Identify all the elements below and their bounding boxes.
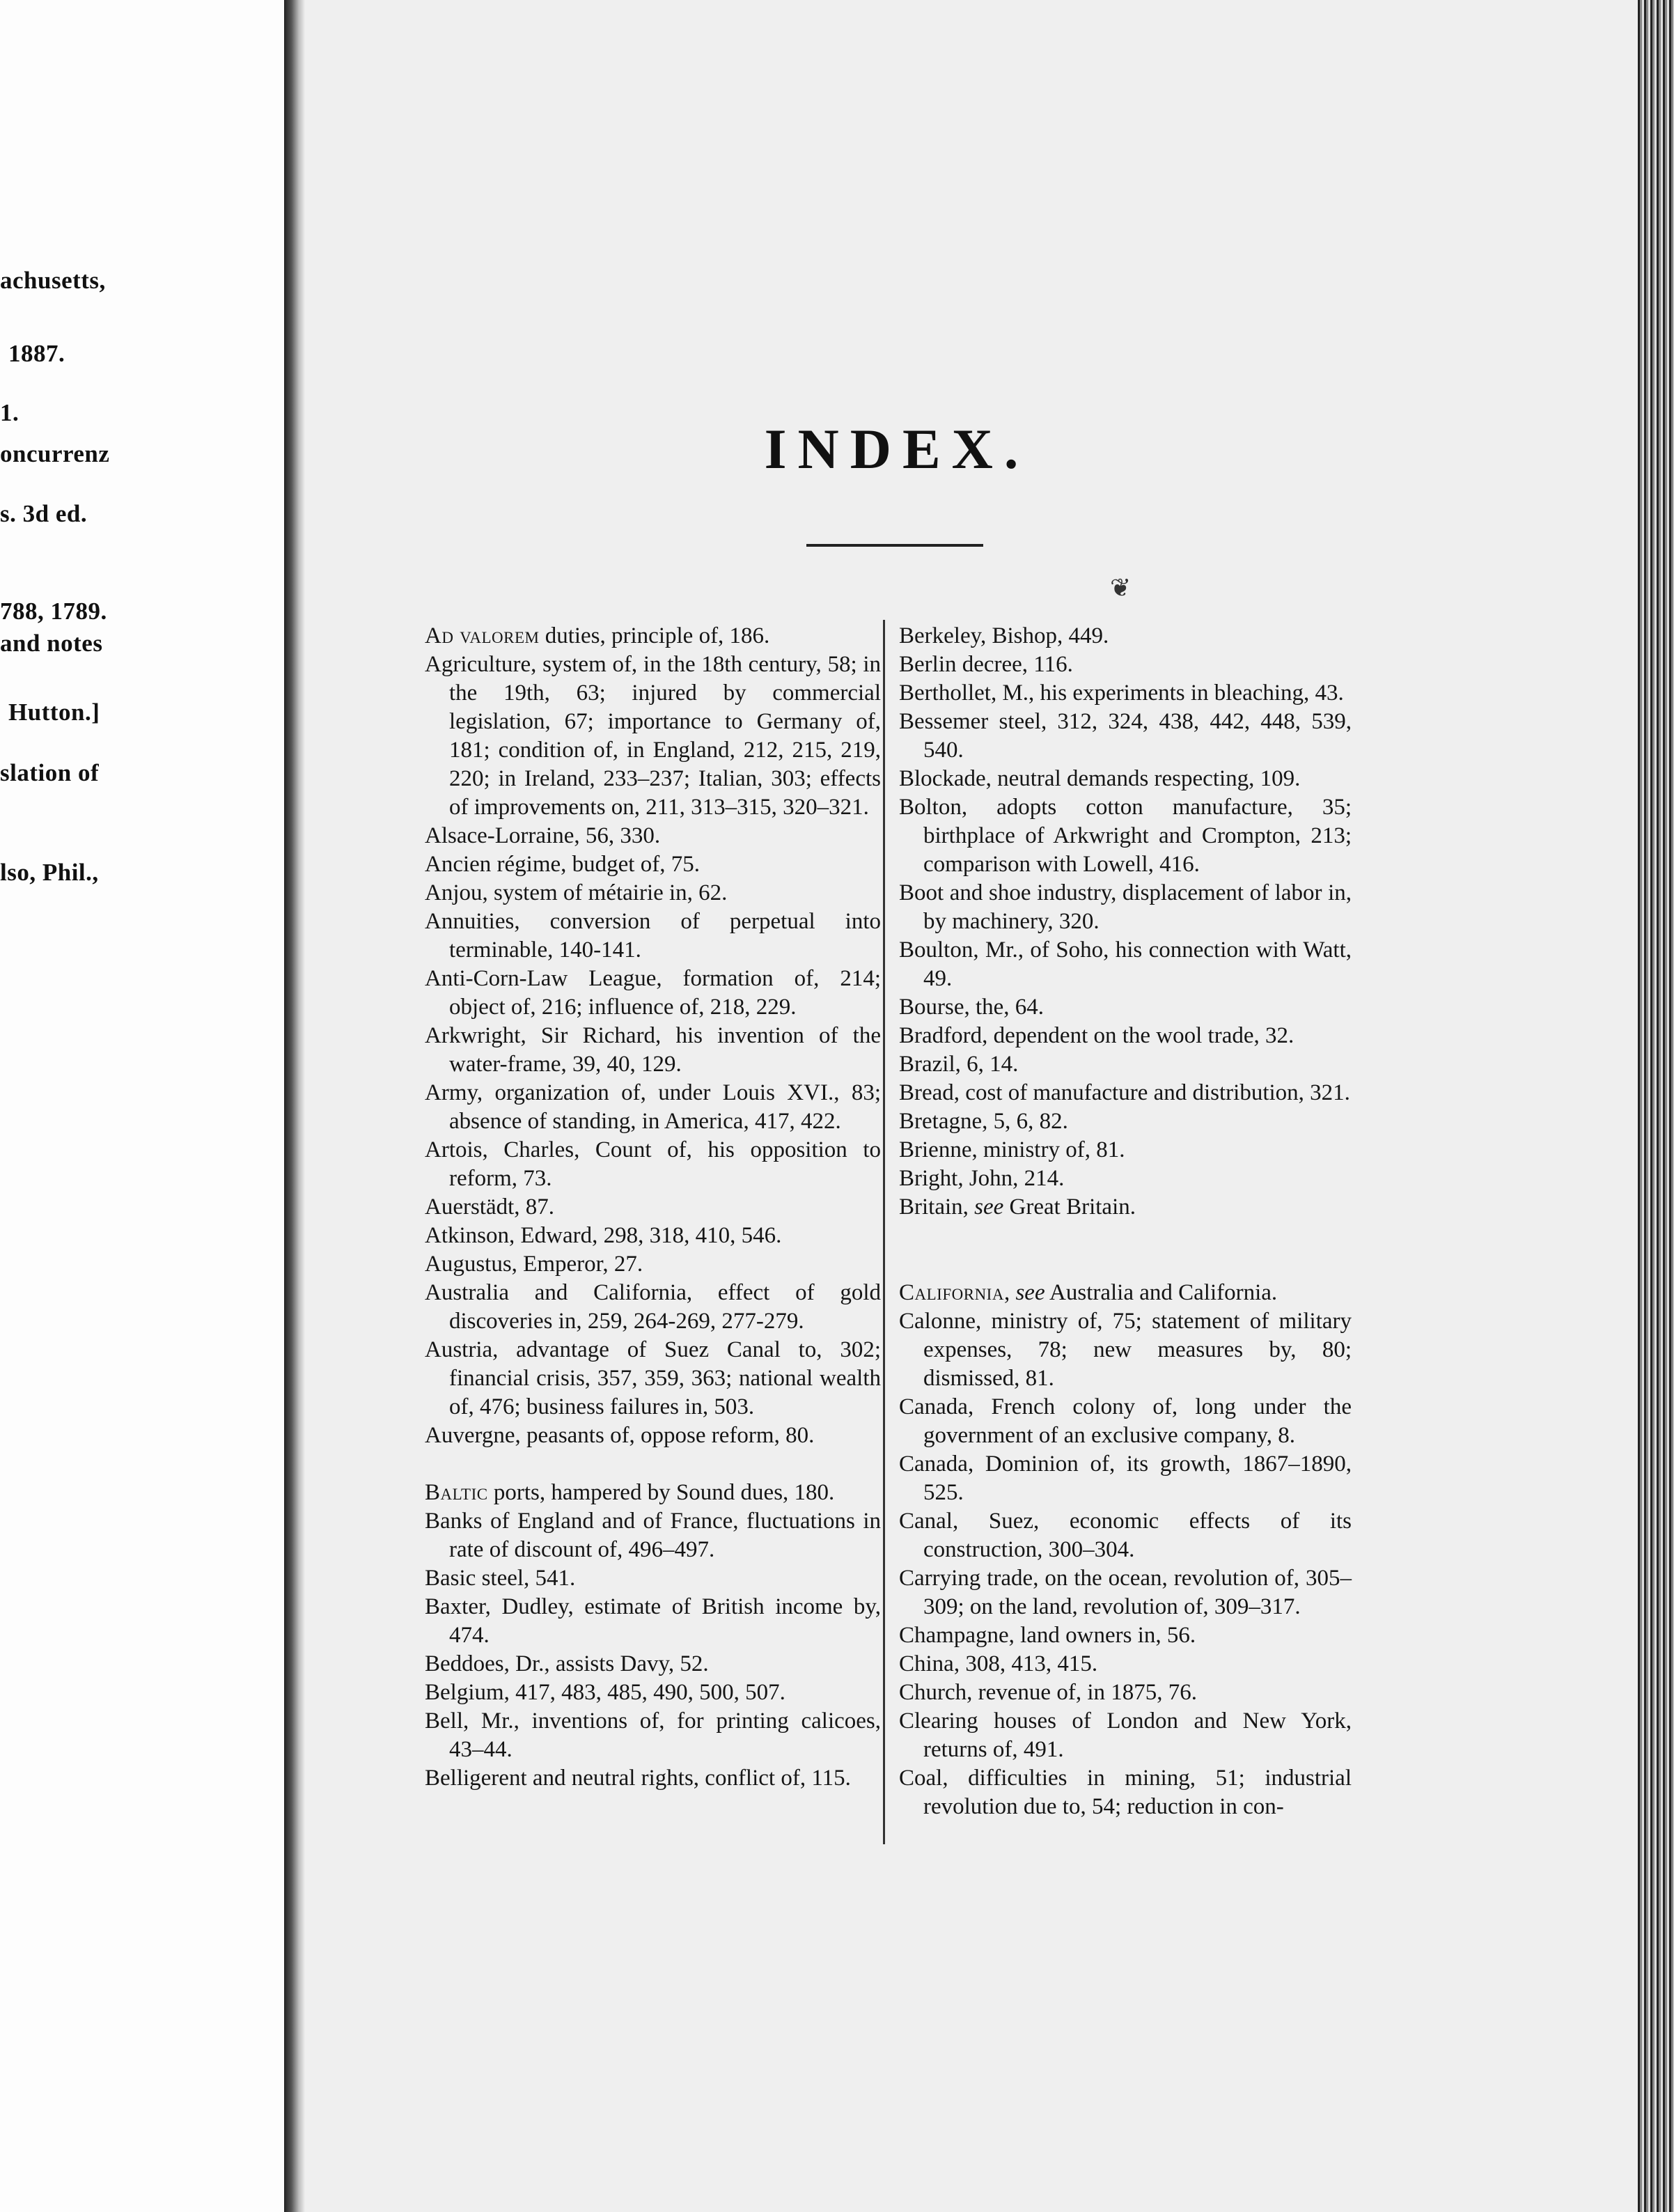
section-gap (899, 1250, 1352, 1279)
index-entry: Berlin decree, 116. (899, 652, 1073, 677)
index-entry: Anjou, system of métairie in, 62. (425, 880, 728, 905)
index-entry: Brienne, ministry of, 81. (899, 1137, 1125, 1162)
section-gap (425, 1450, 881, 1479)
title-rule (806, 544, 983, 547)
index-entry: California, see Australia and California. (899, 1280, 1278, 1305)
index-entry: Auvergne, peasants of, oppose reform, 80. (425, 1423, 815, 1448)
left-fragment: 788, 1789. (0, 598, 107, 625)
index-entry: Agriculture, system of, in the 18th century, 58; in the 19th, 63; injured by commercial legislation, 67; importance to Germany of, 181; condition of, in England, 212, 215, 219, 220; in Ireland, 233–237; Italian, 303; effects of improvements on, 211, 313–315, 320–321. (425, 652, 881, 820)
index-entry: Anti-Corn-Law League, formation of, 214; object of, 216; influence of, 218, 229. (425, 966, 881, 1020)
index-entry: Baxter, Dudley, estimate of British income by, 474. (425, 1594, 881, 1648)
index-entry: Calonne, ministry of, 75; statement of military expenses, 78; new measures by, 80; dismissed, 81. (899, 1309, 1352, 1391)
left-fragment: lso, Phil., (0, 859, 99, 886)
index-entry: Augustus, Emperor, 27. (425, 1252, 643, 1277)
index-entry: China, 308, 413, 415. (899, 1651, 1098, 1676)
index-entry: Canada, French colony of, long under the government of an exclusive company, 8. (899, 1394, 1352, 1448)
index-entry: Artois, Charles, Count of, his opposition to reform, 73. (425, 1137, 881, 1191)
index-entry: Berkeley, Bishop, 449. (899, 623, 1109, 648)
index-column-right (899, 622, 1352, 1821)
index-entry: Australia and California, effect of gold discoveries in, 259, 264-269, 277-279. (425, 1280, 881, 1334)
index-entry: Basic steel, 541. (425, 1566, 576, 1591)
entry-lead: Ad valorem (425, 623, 540, 648)
index-entry: Boot and shoe industry, displacement of labor in, by machinery, 320. (899, 880, 1352, 934)
index-entry: Bessemer steel, 312, 324, 438, 442, 448, 539, 540. (899, 709, 1352, 763)
index-entry: Carrying trade, on the ocean, revolution of, 305–309; on the land, revolution of, 309–317. (899, 1566, 1352, 1619)
left-fragment: oncurrenz (0, 440, 110, 467)
index-entry: Coal, difficulties in mining, 51; industrial revolution due to, 54; reduction in con- (899, 1766, 1352, 1819)
section-gap (899, 1222, 1352, 1250)
left-fragment: achusetts, (0, 267, 106, 294)
index-entry: Canal, Suez, economic effects of its construction, 300–304. (899, 1509, 1352, 1562)
index-entry: Britain, see Great Britain. (899, 1194, 1136, 1220)
index-entry: Austria, advantage of Suez Canal to, 302; financial crisis, 357, 359, 363; national wealth of, 476; business failures in, 503. (425, 1337, 881, 1419)
entry-lead: California (899, 1280, 1004, 1305)
index-entry: Canada, Dominion of, its growth, 1867–1890, 525. (899, 1451, 1352, 1505)
index-entry: Arkwright, Sir Richard, his invention of the water-frame, 39, 40, 129. (425, 1023, 881, 1077)
index-entry: Beddoes, Dr., assists Davy, 52. (425, 1651, 709, 1676)
ornament-icon: ❦ (1110, 574, 1132, 602)
index-entry: Belgium, 417, 483, 485, 490, 500, 507. (425, 1680, 785, 1705)
index-entry: Baltic ports, hampered by Sound dues, 180. (425, 1480, 835, 1505)
index-entry: Bourse, the, 64. (899, 995, 1045, 1020)
index-entry: Champagne, land owners in, 56. (899, 1623, 1196, 1648)
index-entry: Boulton, Mr., of Soho, his connection with Watt, 49. (899, 937, 1352, 991)
index-entry: Alsace-Lorraine, 56, 330. (425, 823, 661, 848)
index-entry: Banks of England and of France, fluctuations in rate of discount of, 496–497. (425, 1509, 881, 1562)
index-entry: Bright, John, 214. (899, 1166, 1065, 1191)
index-entry: Ad valorem duties, principle of, 186. (425, 623, 770, 648)
left-fragment: 1. (0, 399, 19, 426)
index-entry: Bell, Mr., inventions of, for printing calicoes, 43–44. (425, 1708, 881, 1762)
index-entry: Clearing houses of London and New York, returns of, 491. (899, 1708, 1352, 1762)
index-entry: Auerstädt, 87. (425, 1194, 555, 1220)
index-entry: Bread, cost of manufacture and distribution, 321. (899, 1080, 1350, 1105)
index-entry: Bolton, adopts cotton manufacture, 35; birthplace of Arkwright and Crompton, 213; comparison with Lowell, 416. (899, 795, 1352, 877)
page-title: INDEX. (764, 417, 1030, 481)
left-fragment: s. 3d ed. (0, 500, 88, 527)
index-entry: Army, organization of, under Louis XVI., 83; absence of standing, in America, 417, 422. (425, 1080, 881, 1134)
index-entry: Blockade, neutral demands respecting, 109. (899, 766, 1301, 791)
left-fragment: slation of (0, 759, 100, 786)
page-edges (1638, 0, 1674, 2212)
column-divider (883, 620, 885, 1844)
index-entry: Belligerent and neutral rights, conflict of, 115. (425, 1766, 851, 1791)
left-facing-page (0, 0, 285, 2212)
left-fragment: Hutton.] (8, 699, 100, 726)
index-entry: Ancien régime, budget of, 75. (425, 852, 700, 877)
index-entry: Atkinson, Edward, 298, 318, 410, 546. (425, 1223, 782, 1248)
index-entry: Annuities, conversion of perpetual into terminable, 140-141. (425, 909, 881, 963)
left-fragment: and notes (0, 630, 103, 657)
index-entry: Church, revenue of, in 1875, 76. (899, 1680, 1197, 1705)
index-entry: Bretagne, 5, 6, 82. (899, 1109, 1068, 1134)
left-fragment: 1887. (8, 340, 65, 367)
entry-lead: Baltic (425, 1480, 488, 1505)
index-entry: Bradford, dependent on the wool trade, 32. (899, 1023, 1294, 1048)
index-entry: Berthollet, M., his experiments in bleaching, 43. (899, 680, 1344, 706)
index-column-left (425, 622, 881, 1793)
index-entry: Brazil, 6, 14. (899, 1052, 1019, 1077)
book-gutter (284, 0, 305, 2212)
